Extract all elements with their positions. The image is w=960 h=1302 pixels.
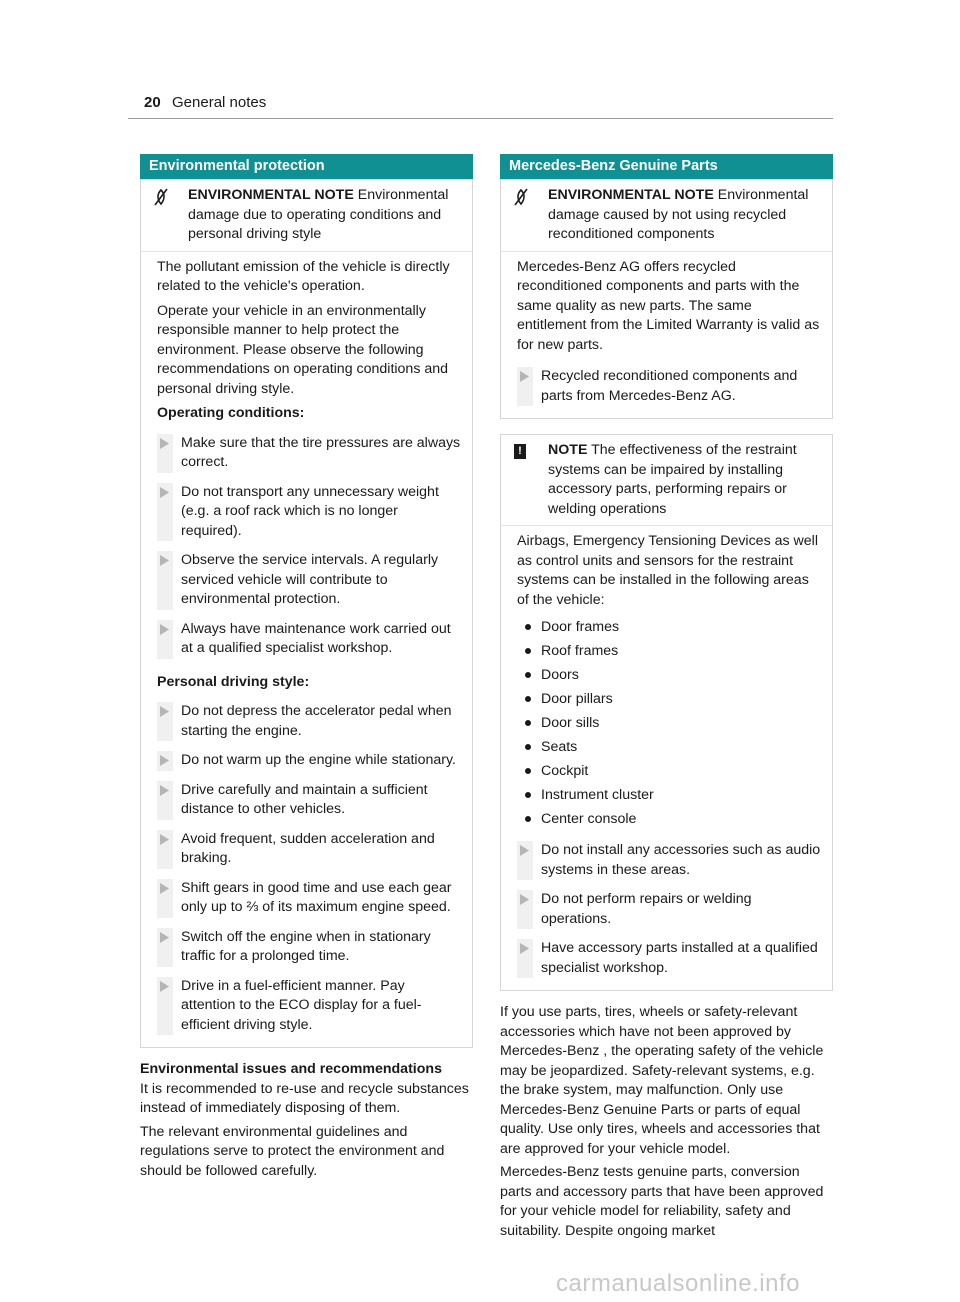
note-text: The effectiveness of the restraint systems can be impaired by installing accessory parts, performing repairs or welding operations [548, 442, 797, 517]
list-item-text: Seats [541, 739, 578, 755]
triangle-right-icon [159, 705, 170, 718]
step-item [157, 830, 462, 869]
step-text: Do not warm up the engine while stationary. [181, 752, 456, 768]
environmental-note-body [141, 252, 472, 1048]
list-item-text: Door sills [541, 715, 600, 731]
step-marker [517, 841, 533, 880]
step-text: Drive in a fuel-efficient manner. Pay attention to the ECO display for a fuel-efficient driving style. [181, 977, 422, 1033]
environmental-note-text: Environmental damage due to operating conditions and personal driving style [188, 187, 449, 242]
bullet-icon [525, 696, 531, 702]
section-heading: Mercedes-Benz Genuine Parts [500, 154, 833, 179]
step-item [157, 620, 462, 659]
list-item [517, 807, 822, 831]
list-item-text: Instrument cluster [541, 787, 654, 803]
step-item [157, 483, 462, 542]
list-item [517, 735, 822, 759]
environment-icon [511, 187, 531, 207]
step-marker [157, 751, 173, 771]
bullet-icon [525, 792, 531, 798]
step-item [517, 841, 822, 880]
list-item-text: Center console [541, 811, 637, 827]
triangle-right-icon [519, 942, 530, 955]
triangle-right-icon [519, 893, 530, 906]
triangle-right-icon [159, 754, 170, 767]
environmental-note-box [140, 179, 473, 1048]
installation-areas-list [517, 615, 822, 831]
operating-steps [157, 434, 462, 659]
step-marker [517, 939, 533, 978]
left-column [140, 154, 473, 1185]
triangle-right-icon [159, 437, 170, 450]
step-marker [157, 928, 173, 967]
step-marker [157, 977, 173, 1036]
triangle-right-icon [159, 833, 170, 846]
personal-driving-heading: Personal driving style: [157, 673, 310, 690]
paragraph: The relevant environmental guidelines and regulations serve to protect the environment and should be followed carefully. [140, 1123, 445, 1179]
step-item [517, 890, 822, 929]
bullet-icon [525, 744, 531, 750]
step-marker [517, 367, 533, 406]
environmental-note-box [500, 179, 833, 419]
page-number: 20 [144, 94, 161, 111]
step-marker [157, 702, 173, 741]
step-text: Do not depress the accelerator pedal when starting the engine. [181, 703, 452, 739]
bullet-icon [525, 768, 531, 774]
step-marker [157, 483, 173, 542]
step-item [157, 781, 462, 820]
step-text: Drive carefully and maintain a sufficient distance to other vehicles. [181, 781, 428, 817]
note-label: NOTE [548, 442, 588, 458]
paragraph: Operate your vehicle in an environmentally responsible manner to help protect the environment. Please observe the following recommendations on operating conditions and personal driving style. [157, 302, 449, 397]
step-text: Have accessory parts installed at a qualified specialist workshop. [541, 940, 818, 976]
environmental-note-label: ENVIRONMENTAL NOTE [548, 187, 714, 203]
paragraph: The pollutant emission of the vehicle is directly related to the vehicle's operation. [157, 258, 450, 294]
triangle-right-icon [519, 844, 530, 857]
environmental-note-label: ENVIRONMENTAL NOTE [188, 187, 354, 203]
environmental-note-header [501, 180, 832, 252]
step-item [157, 977, 462, 1036]
step-text: Do not install any accessories such as audio systems in these areas. [541, 842, 821, 878]
triangle-right-icon [159, 980, 170, 993]
list-item [517, 615, 822, 639]
step-item [517, 367, 822, 406]
list-item [517, 711, 822, 735]
bullet-icon [525, 648, 531, 654]
step-text: Make sure that the tire pressures are always correct. [181, 434, 461, 470]
step-marker [157, 434, 173, 473]
list-item-text: Cockpit [541, 763, 589, 779]
genuine-parts-text [500, 1003, 833, 1241]
list-item-text: Door pillars [541, 691, 613, 707]
watermark: carmanualsonline.info [556, 1270, 800, 1297]
step-text: Always have maintenance work carried out at a qualified specialist workshop. [181, 620, 451, 656]
note-body [501, 526, 832, 990]
step-item [157, 551, 462, 610]
step-item [157, 702, 462, 741]
triangle-right-icon [159, 486, 170, 499]
section-heading: Environmental protection [140, 154, 473, 179]
step-item [157, 879, 462, 918]
environmental-note-text: Environmental damage caused by not using recycled reconditioned components [548, 187, 809, 242]
list-item [517, 687, 822, 711]
list-item [517, 783, 822, 807]
bullet-icon [525, 816, 531, 822]
step-text: Switch off the engine when in stationary traffic for a prolonged time. [181, 928, 431, 964]
step-marker [157, 551, 173, 610]
step-marker [157, 781, 173, 820]
note-header [501, 435, 832, 526]
triangle-right-icon [159, 931, 170, 944]
paragraph: Mercedes-Benz AG offers recycled reconditioned components and parts with the same quality as new parts. The same entitlement from the Limited Warranty is valid as for new parts. [517, 258, 820, 353]
environmental-issues-section [140, 1060, 473, 1181]
paragraph: It is recommended to re-use and recycle substances instead of immediately disposing of them. [140, 1080, 469, 1116]
bullet-icon [525, 720, 531, 726]
step-marker [517, 890, 533, 929]
paragraph: Mercedes-Benz tests genuine parts, conversion parts and accessory parts that have been approved for your vehicle model for reliability, safety and suitability. Despite ongoing market [500, 1164, 824, 1239]
step-text: Shift gears in good time and use each gear only up to ⅔ of its maximum engine speed. [181, 879, 452, 915]
triangle-right-icon [519, 370, 530, 383]
list-item [517, 759, 822, 783]
page-header [128, 94, 833, 119]
step-item [517, 939, 822, 978]
triangle-right-icon [159, 784, 170, 797]
paragraph: Airbags, Emergency Tensioning Devices as well as control units and sensors for the restraint systems can be installed in the following areas of the vehicle: [517, 533, 818, 608]
step-marker [157, 620, 173, 659]
environmental-note-body [501, 252, 832, 419]
list-item-text: Roof frames [541, 643, 619, 659]
list-item [517, 663, 822, 687]
exclamation-icon: ! [514, 444, 526, 459]
list-item-text: Door frames [541, 619, 620, 635]
environment-icon [151, 187, 171, 207]
environmental-note-header [141, 180, 472, 252]
step-marker [157, 830, 173, 869]
step-item [157, 751, 462, 771]
bullet-icon [525, 672, 531, 678]
step-text: Observe the service intervals. A regularly serviced vehicle will contribute to environmental protection. [181, 552, 439, 607]
operating-conditions-heading: Operating conditions: [157, 405, 305, 421]
triangle-right-icon [159, 554, 170, 567]
step-item [157, 434, 462, 473]
paragraph: If you use parts, tires, wheels or safety-relevant accessories which have not been approved by Mercedes-Benz , the operating safety of the vehicle may be jeopardized. Safety-relevant systems, e.g. the brake system, may malfunction. Only use Mercedes-Benz Genuine Parts or parts of equal quality. Use only tires, wheels and accessories that are approved for your vehicle model. [500, 1004, 824, 1157]
right-column [500, 154, 833, 1245]
triangle-right-icon [159, 623, 170, 636]
step-text: Avoid frequent, sudden acceleration and braking. [181, 830, 435, 866]
step-marker [157, 879, 173, 918]
list-item [517, 639, 822, 663]
step-text: Do not perform repairs or welding operations. [541, 891, 752, 927]
list-item-text: Doors [541, 667, 579, 683]
step-text: Recycled reconditioned components and parts from Mercedes-Benz AG. [541, 368, 798, 404]
triangle-right-icon [159, 882, 170, 895]
section-title: General notes [172, 94, 267, 111]
step-text: Do not transport any unnecessary weight (e.g. a roof rack which is no longer required). [181, 483, 439, 539]
environmental-issues-heading: Environmental issues and recommendations [140, 1061, 442, 1077]
step-item [157, 928, 462, 967]
bullet-icon [525, 624, 531, 630]
personal-steps [157, 702, 462, 1035]
note-box [500, 434, 833, 991]
